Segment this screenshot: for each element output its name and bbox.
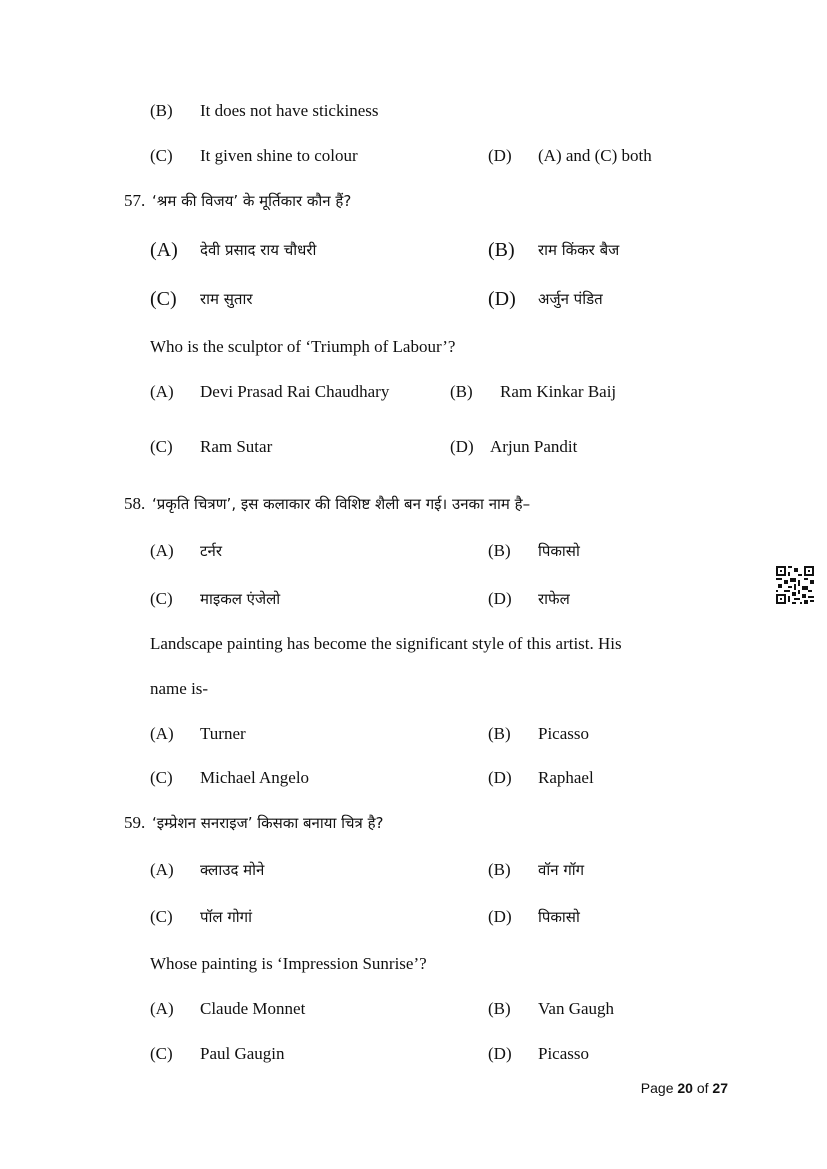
option-label: (A) <box>150 999 174 1018</box>
option-text: Raphael <box>538 768 594 787</box>
option-label: (C) <box>150 146 173 165</box>
option-label: (B) <box>488 860 511 879</box>
page-total: 27 <box>712 1080 728 1096</box>
option-text: Devi Prasad Rai Chaudhary <box>200 382 390 401</box>
option-label: (A) <box>150 860 174 879</box>
option-text: देवी प्रसाद राय चौधरी <box>200 241 317 259</box>
question-hindi: ‘इम्प्रेशन सनराइज’ किसका बनाया चित्र है? <box>152 814 384 832</box>
option-label: (C) <box>150 589 173 608</box>
question-number: 58. <box>124 494 146 513</box>
page-word: Page <box>640 1080 674 1096</box>
option-text: (A) and (C) both <box>538 146 652 165</box>
option-text: वॉन गॉग <box>538 861 585 879</box>
option-text: Ram Sutar <box>200 437 273 456</box>
option-text: It does not have stickiness <box>200 101 379 120</box>
option-label: (B) <box>488 724 511 743</box>
of-word: of <box>696 1080 709 1096</box>
option-text: Michael Angelo <box>200 768 310 787</box>
option-text: क्लाउद मोने <box>200 861 265 879</box>
page-current: 20 <box>677 1080 693 1096</box>
qr-code-icon <box>776 566 814 604</box>
option-label: (D) <box>488 146 512 165</box>
option-text: राम सुतार <box>200 290 253 308</box>
question-number: 59. <box>124 813 146 832</box>
option-label: (D) <box>488 768 512 787</box>
option-label: (C) <box>150 1044 173 1063</box>
option-text: माइकल एंजेलो <box>200 590 281 608</box>
question-english: Who is the sculptor of ‘Triumph of Labour’? <box>150 337 456 356</box>
option-text: अर्जुन पंडित <box>538 290 603 308</box>
question-number: 57. <box>124 191 146 210</box>
option-text: पिकासो <box>538 542 580 560</box>
option-text: Picasso <box>538 724 589 743</box>
option-text: Van Gaugh <box>538 999 615 1018</box>
page-footer <box>641 1080 728 1096</box>
option-label: (D) <box>488 1044 512 1063</box>
option-text: टर्नर <box>200 542 223 560</box>
option-label: (A) <box>150 724 174 743</box>
option-text: राफेल <box>538 590 570 608</box>
option-label: (B) <box>488 541 511 560</box>
option-text: Turner <box>200 724 246 743</box>
option-label: (D) <box>488 589 512 608</box>
option-text: Picasso <box>538 1044 589 1063</box>
question-english: Whose painting is ‘Impression Sunrise’? <box>150 954 427 973</box>
option-text: Paul Gaugin <box>200 1044 285 1063</box>
question-english-cont: name is- <box>150 679 209 698</box>
option-label: (A) <box>150 382 174 401</box>
option-label: (D) <box>450 437 474 456</box>
option-label: (C) <box>150 768 173 787</box>
option-label: (D) <box>488 288 516 310</box>
question-hindi: ‘श्रम की विजय’ के मूर्तिकार कौन हैं? <box>152 192 352 210</box>
option-label: (C) <box>150 437 173 456</box>
option-label: (B) <box>488 239 515 261</box>
option-label: (A) <box>150 239 178 261</box>
option-text: Arjun Pandit <box>490 437 578 456</box>
option-label: (B) <box>450 382 473 401</box>
option-text: Ram Kinkar Baij <box>500 382 617 401</box>
option-text: Claude Monnet <box>200 999 306 1018</box>
option-text: It given shine to colour <box>200 146 358 165</box>
option-text: पॉल गोगां <box>200 908 253 926</box>
option-label: (D) <box>488 907 512 926</box>
option-label: (B) <box>488 999 511 1018</box>
option-label: (A) <box>150 541 174 560</box>
option-label: (C) <box>150 907 173 926</box>
option-text: राम किंकर बैज <box>538 241 620 259</box>
option-label: (B) <box>150 101 173 120</box>
option-label: (C) <box>150 288 177 310</box>
question-english: Landscape painting has become the significant style of this artist. His <box>150 634 622 653</box>
option-text: पिकासो <box>538 908 580 926</box>
question-hindi: ‘प्रकृति चित्रण’, इस कलाकार की विशिष्ट शैली बन गई। उनका नाम है– <box>152 495 531 513</box>
